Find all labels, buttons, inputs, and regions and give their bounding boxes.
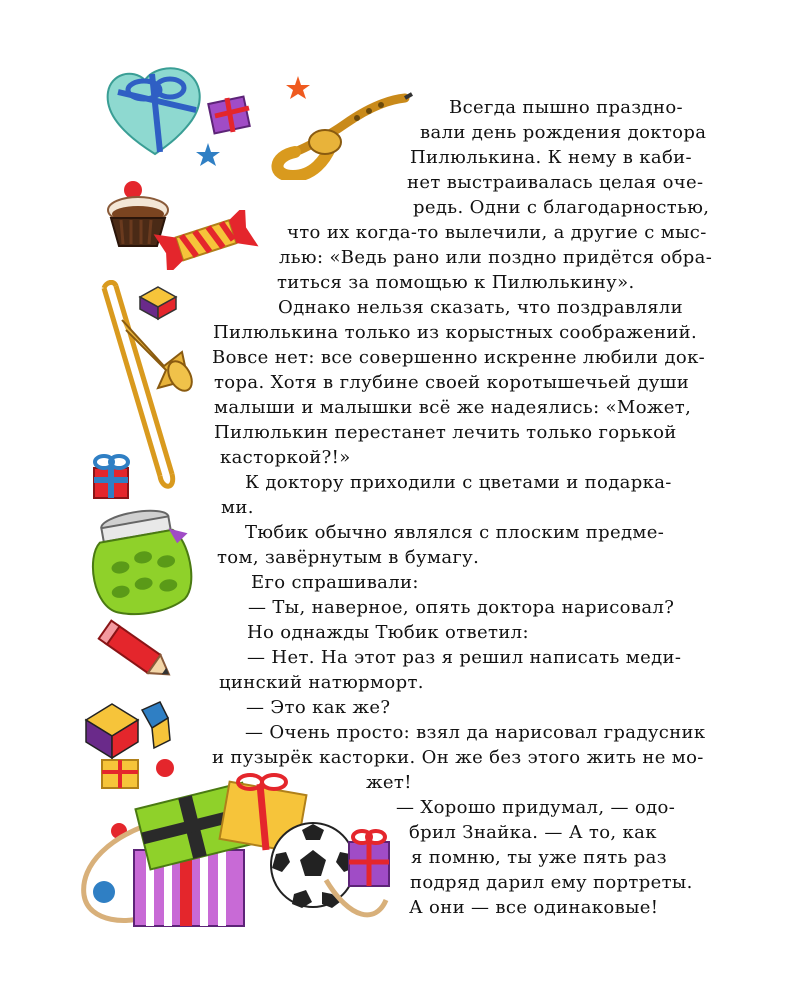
small-gift-icon <box>88 450 136 502</box>
text-line: Пилюлькина только из корыстных соображений. <box>213 322 698 343</box>
text-line: А они — все одинаковые! <box>409 897 659 918</box>
text-line: Пилюлькин перестанет лечить только горькой <box>214 422 677 443</box>
saxophone-icon <box>265 90 415 180</box>
text-line: — Хорошо придумал, — одо- <box>396 797 676 818</box>
text-line: Тюбик обычно являлся с плоским предме- <box>245 522 665 543</box>
text-line: К доктору приходили с цветами и подарка- <box>245 472 672 493</box>
purple-gift-icon <box>205 90 255 135</box>
cracker-icon <box>150 210 265 270</box>
text-line: тора. Хотя в глубине своей коротышечьей души <box>214 372 690 393</box>
heart-gift-box-icon <box>100 62 210 162</box>
candy-jar-icon <box>80 508 200 618</box>
text-line: нет выстраивалась целая оче- <box>407 172 704 193</box>
puzzle-cube-icon <box>82 700 172 760</box>
text-line: что их когда-то вылечили, а другие с мыс- <box>287 222 707 243</box>
text-line: касторкой?!» <box>220 447 351 468</box>
rope-icon <box>320 870 390 930</box>
text-line: Но однажды Тюбик ответил: <box>247 622 529 643</box>
dice-icon <box>138 285 178 321</box>
text-line: подряд дарил ему портреты. <box>410 872 693 893</box>
pencil-icon <box>92 615 182 690</box>
text-line: — Это как же? <box>246 697 391 718</box>
blue-star-icon <box>195 142 221 168</box>
text-line: том, завёрнутым в бумагу. <box>217 547 480 568</box>
text-line: я помню, ты уже пять раз <box>411 847 667 868</box>
text-line: Вовсе нет: все совершенно искренне любили док- <box>212 347 706 368</box>
text-line: Пилюлькина. К нему в каби- <box>410 147 692 168</box>
text-line: малыши и малышки всё же надеялись: «Может, <box>214 397 692 418</box>
text-line: ми. <box>221 497 254 518</box>
text-line: — Очень просто: взял да нарисовал градусник <box>245 722 706 743</box>
text-line: вали день рождения доктора <box>420 122 707 143</box>
text-line: цинский натюрморт. <box>219 672 424 693</box>
text-line: — Ты, наверное, опять доктора нарисовал? <box>248 597 675 618</box>
text-line: Однако нельзя сказать, что поздравляли <box>278 297 684 318</box>
text-line: и пузырёк касторки. Он же без этого жить не мо- <box>212 747 704 768</box>
text-line: лью: «Ведь рано или поздно придётся обра- <box>279 247 713 268</box>
text-line: Его спрашивали: <box>251 572 419 593</box>
text-line: жет! <box>366 772 412 793</box>
text-line: Всегда пышно праздно- <box>449 97 683 118</box>
text-line: брил Знайка. — А то, как <box>409 822 657 843</box>
text-line: редь. Одни с благодарностью, <box>413 197 710 218</box>
text-line: титься за помощью к Пилюлькину». <box>277 272 635 293</box>
text-line: — Нет. На этот раз я решил написать меди- <box>247 647 682 668</box>
